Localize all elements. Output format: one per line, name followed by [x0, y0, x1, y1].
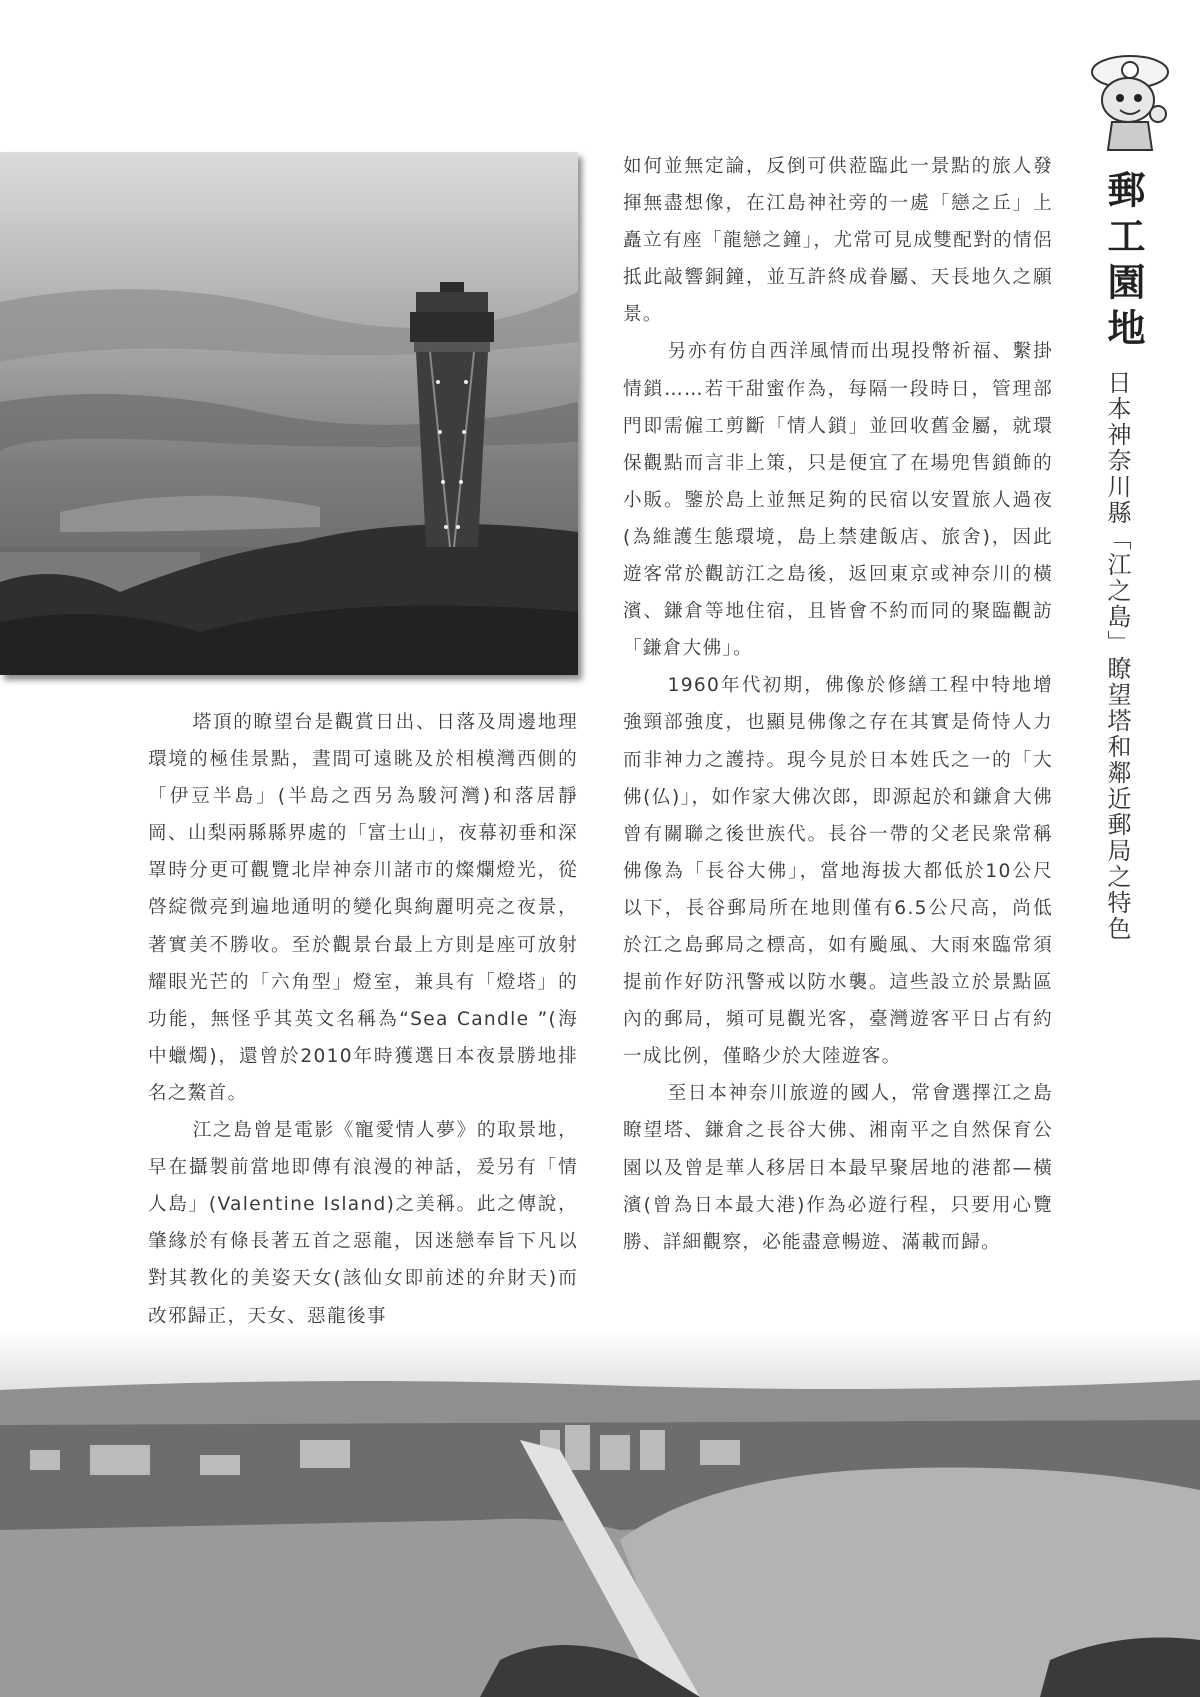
paragraph: 1960年代初期，佛像於修繕工程中特地增強頸部強度，也顯見佛像之存在其實是倚恃人力而非神力之護持。現今見於日本姓氏之一的「大佛(仏)」，如作家大佛次郎，即源起於和鎌倉大佛曾有關聯之後世族代。長谷一帶的父老民衆常稱佛像為「長谷大佛」，當地海拔大都低於10公尺以下，長谷郵局所在地則僅有6.5公尺高，尚低於江之島郵局之標高，如有颱風、大雨來臨常須提前作好防汛警戒以防水襲。這些設立於景點區內的郵局，頻可見觀光客，臺灣遊客平日占有約一成比例，僅略少於大陸遊客。 — [623, 675, 1053, 1068]
paragraph: 如何並無定論，反倒可供蒞臨此一景點的旅人發揮無盡想像，在江島神社旁的一處「戀之丘」上矗立有座「龍戀之鐘」，尤常可見成雙配對的情侶抵此敲響銅鐘，並互許終成眷屬、天長地久之願景。 — [623, 156, 1053, 326]
paragraph: 塔頂的瞭望台是觀賞日出、日落及周邊地理環境的極佳景點，晝間可遠眺及於相模灣西側的「伊豆半島」(半島之西另為駿河灣)和落居靜岡、山梨兩縣縣界處的「富士山」，夜幕初垂和深罩時分更可觀覽北岸神奈川諸市的燦爛燈光，從啓綻微亮到遍地通明的變化與絢麗明亮之夜景，著實美不勝收。至於觀景台最上方則是座可放射耀眼光芒的「六角型」燈室，兼具有「燈塔」的功能，無怪乎其英文名稱為“Sea Candle ”(海中蠟燭)，還曾於2010年時獲選日本夜景勝地排名之鰲首。 — [148, 712, 578, 1104]
section-title: 郵工園地 — [1101, 170, 1146, 354]
article-subtitle: 日本神奈川縣「江之島」瞭望塔和鄰近郵局之特色 — [1103, 370, 1131, 942]
coastline-panorama-photo — [0, 1330, 1200, 1697]
right-text-column — [623, 148, 1053, 1261]
paragraph: 至日本神奈川旅遊的國人，常會選擇江之島瞭望塔、鎌倉之長谷大佛、湘南平之自然保育公園以及曾是華人移居日本最早聚居地的港都—橫濱(曾為日本最大港)作為必遊行程，只要用心覽勝、詳細觀察，必能盡意暢遊、滿載而歸。 — [623, 1083, 1053, 1253]
paragraph: 另亦有仿自西洋風情而出現投幣祈福、繫掛情鎖……若干甜蜜作為，每隔一段時日，管理部門即需僱工剪斷「情人鎖」並回收舊金屬，就環保觀點而言非上策，只是便宜了在場兜售鎖飾的小販。鑒於島上並無足夠的民宿以安置旅人過夜(為維護生態環境，島上禁建飯店、旅舍)，因此遊客常於觀訪江之島後，返回東京或神奈川的橫濱、鎌倉等地住宿，且皆會不約而同的聚臨觀訪「鎌倉大佛」。 — [623, 341, 1053, 660]
postman-mascot-logo — [1080, 44, 1180, 154]
lighthouse-photo — [0, 152, 578, 675]
paragraph: 江之島曾是電影《寵愛情人夢》的取景地，早在攝製前當地即傳有浪漫的神話，爰另有「情人島」(Valentine Island)之美稱。此之傳說，肇緣於有條長著五首之惡龍，因迷戀奉旨下凡以對其教化的美姿天女(該仙女即前述的弁財天)而改邪歸正，天女、惡龍後事 — [148, 1120, 578, 1327]
left-text-column — [148, 704, 578, 1335]
